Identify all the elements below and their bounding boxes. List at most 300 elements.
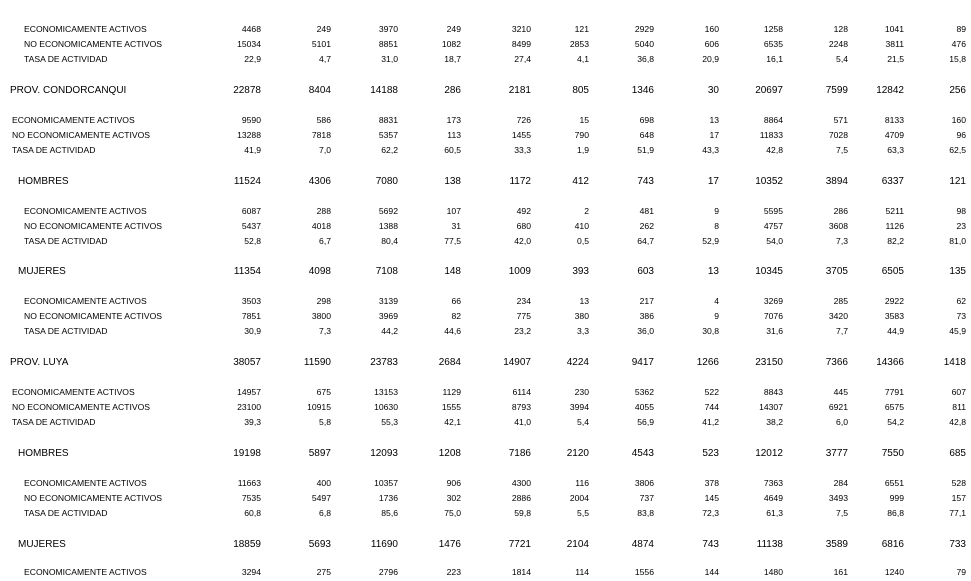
table-cell: 44,2 xyxy=(381,326,398,336)
table-cell: 607 xyxy=(951,387,966,397)
table-cell: 302 xyxy=(446,493,461,503)
table-cell: 230 xyxy=(574,387,589,397)
table-row xyxy=(0,236,971,250)
table-cell: 743 xyxy=(637,176,654,187)
table-cell: 284 xyxy=(833,478,848,488)
table-row xyxy=(0,85,971,99)
table-cell: 42,8 xyxy=(766,145,783,155)
table-cell: 114 xyxy=(575,567,589,577)
table-cell: 3210 xyxy=(511,24,531,34)
table-cell: 9417 xyxy=(631,357,654,368)
table-cell: 10915 xyxy=(307,402,331,412)
table-cell: 10357 xyxy=(374,478,398,488)
table-cell: 0,5 xyxy=(577,236,589,246)
table-cell: 249 xyxy=(446,24,461,34)
table-cell: 737 xyxy=(639,493,654,503)
table-cell: 23783 xyxy=(370,357,398,368)
table-cell: 22,9 xyxy=(244,54,261,64)
table-cell: 603 xyxy=(637,266,654,277)
table-cell: 11354 xyxy=(233,266,261,277)
table-cell: 20,9 xyxy=(702,54,719,64)
table-row xyxy=(0,357,971,371)
row-label: TASA DE ACTIVIDAD xyxy=(24,326,108,336)
table-cell: 148 xyxy=(444,266,461,277)
row-label: HOMBRES xyxy=(18,176,69,187)
row-label: TASA DE ACTIVIDAD xyxy=(24,236,108,246)
table-cell: 1476 xyxy=(438,539,461,550)
table-row xyxy=(0,54,971,68)
table-cell: 217 xyxy=(639,296,654,306)
table-cell: 31 xyxy=(451,221,461,231)
table-cell: 286 xyxy=(833,206,848,216)
table-cell: 56,9 xyxy=(637,417,654,427)
table-cell: 8793 xyxy=(511,402,531,412)
row-label: NO ECONOMICAMENTE ACTIVOS xyxy=(24,311,162,321)
table-cell: 8843 xyxy=(763,387,783,397)
table-cell: 4 xyxy=(714,296,719,306)
table-cell: 3800 xyxy=(311,311,331,321)
table-cell: 3894 xyxy=(825,176,848,187)
table-cell: 571 xyxy=(833,115,848,125)
table-cell: 606 xyxy=(704,39,719,49)
table-cell: 31,6 xyxy=(766,326,783,336)
table-cell: 11833 xyxy=(759,130,783,140)
table-cell: 10352 xyxy=(755,176,783,187)
row-label: ECONOMICAMENTE ACTIVOS xyxy=(24,24,147,34)
table-cell: 173 xyxy=(446,115,461,125)
table-cell: 298 xyxy=(316,296,331,306)
table-row xyxy=(0,417,971,431)
table-cell: 378 xyxy=(704,478,719,488)
table-cell: 5497 xyxy=(311,493,331,503)
table-cell: 12093 xyxy=(370,448,398,459)
table-cell: 1388 xyxy=(378,221,398,231)
table-cell: 775 xyxy=(516,311,531,321)
table-cell: 733 xyxy=(949,539,966,550)
table-cell: 5211 xyxy=(885,206,904,216)
table-cell: 44,6 xyxy=(444,326,461,336)
row-label: NO ECONOMICAMENTE ACTIVOS xyxy=(24,221,162,231)
table-cell: 5,4 xyxy=(577,417,589,427)
table-row xyxy=(0,221,971,235)
table-cell: 14907 xyxy=(503,357,531,368)
table-cell: 15 xyxy=(579,115,589,125)
table-cell: 107 xyxy=(446,206,461,216)
table-cell: 42,1 xyxy=(444,417,461,427)
table-cell: 42,0 xyxy=(514,236,531,246)
table-cell: 113 xyxy=(447,130,461,140)
table-cell: 42,8 xyxy=(949,417,966,427)
table-cell: 19198 xyxy=(233,448,261,459)
table-row xyxy=(0,206,971,220)
table-cell: 161 xyxy=(833,567,848,577)
table-cell: 8499 xyxy=(511,39,531,49)
table-cell: 1556 xyxy=(634,567,654,577)
table-cell: 41,0 xyxy=(514,417,531,427)
row-label: ECONOMICAMENTE ACTIVOS xyxy=(24,296,147,306)
table-cell: 5,4 xyxy=(836,54,848,64)
table-cell: 3503 xyxy=(241,296,261,306)
table-cell: 6575 xyxy=(884,402,904,412)
table-cell: 380 xyxy=(574,311,589,321)
table-cell: 2684 xyxy=(438,357,461,368)
table-cell: 98 xyxy=(956,206,966,216)
table-cell: 7851 xyxy=(241,311,261,321)
table-cell: 89 xyxy=(956,24,966,34)
table-cell: 17 xyxy=(709,130,719,140)
table-cell: 285 xyxy=(833,296,848,306)
row-label: PROV. LUYA xyxy=(10,357,69,368)
row-label: ECONOMICAMENTE ACTIVOS xyxy=(12,115,135,125)
table-cell: 3608 xyxy=(828,221,848,231)
table-cell: 2922 xyxy=(884,296,904,306)
table-cell: 160 xyxy=(704,24,719,34)
table-cell: 256 xyxy=(949,85,966,96)
table-cell: 1736 xyxy=(378,493,398,503)
table-cell: 20697 xyxy=(755,85,783,96)
table-cell: 13288 xyxy=(237,130,261,140)
table-cell: 8404 xyxy=(308,85,331,96)
table-cell: 7080 xyxy=(375,176,398,187)
table-cell: 27,4 xyxy=(514,54,531,64)
table-cell: 2181 xyxy=(508,85,531,96)
row-label: ECONOMICAMENTE ACTIVOS xyxy=(24,478,147,488)
table-cell: 1555 xyxy=(441,402,461,412)
table-cell: 1208 xyxy=(438,448,461,459)
table-cell: 81,0 xyxy=(949,236,966,246)
table-cell: 4224 xyxy=(566,357,589,368)
table-cell: 5,5 xyxy=(577,508,589,518)
table-cell: 249 xyxy=(316,24,331,34)
table-cell: 14957 xyxy=(237,387,261,397)
table-cell: 412 xyxy=(572,176,589,187)
table-cell: 6535 xyxy=(763,39,783,49)
table-cell: 14307 xyxy=(759,402,783,412)
table-cell: 6,8 xyxy=(319,508,331,518)
table-row xyxy=(0,115,971,129)
table-cell: 7818 xyxy=(311,130,331,140)
table-cell: 6505 xyxy=(881,266,904,277)
table-cell: 4757 xyxy=(763,221,783,231)
table-cell: 726 xyxy=(516,115,531,125)
table-row xyxy=(0,39,971,53)
table-cell: 4306 xyxy=(308,176,331,187)
table-cell: 400 xyxy=(316,478,331,488)
table-cell: 10630 xyxy=(374,402,398,412)
table-cell: 6551 xyxy=(884,478,904,488)
table-row xyxy=(0,311,971,325)
table-cell: 3994 xyxy=(569,402,589,412)
row-label: MUJERES xyxy=(18,539,66,550)
table-cell: 7076 xyxy=(763,311,783,321)
table-cell: 62 xyxy=(956,296,966,306)
table-row xyxy=(0,130,971,144)
table-cell: 11138 xyxy=(756,539,783,550)
table-cell: 121 xyxy=(574,24,589,34)
table-cell: 51,9 xyxy=(637,145,654,155)
table-cell: 54,0 xyxy=(766,236,783,246)
table-cell: 1082 xyxy=(441,39,461,49)
table-cell: 743 xyxy=(702,539,719,550)
table-cell: 1009 xyxy=(508,266,531,277)
table-cell: 7,0 xyxy=(319,145,331,155)
table-cell: 3269 xyxy=(763,296,783,306)
row-label: PROV. CONDORCANQUI xyxy=(10,85,127,96)
table-cell: 41,2 xyxy=(702,417,719,427)
table-cell: 5357 xyxy=(378,130,398,140)
table-cell: 1455 xyxy=(511,130,531,140)
table-row xyxy=(0,402,971,416)
table-cell: 7366 xyxy=(825,357,848,368)
table-cell: 410 xyxy=(574,221,589,231)
table-cell: 234 xyxy=(516,296,531,306)
table-cell: 2796 xyxy=(378,567,398,577)
table-cell: 1258 xyxy=(763,24,783,34)
table-cell: 7,5 xyxy=(836,508,848,518)
table-cell: 23150 xyxy=(755,357,783,368)
table-cell: 75,0 xyxy=(444,508,461,518)
table-cell: 7,3 xyxy=(836,236,848,246)
table-cell: 63,3 xyxy=(887,145,904,155)
table-cell: 39,3 xyxy=(244,417,261,427)
row-label: TASA DE ACTIVIDAD xyxy=(24,54,108,64)
table-cell: 7599 xyxy=(825,85,848,96)
table-cell: 64,7 xyxy=(637,236,654,246)
table-cell: 5692 xyxy=(378,206,398,216)
table-cell: 18,7 xyxy=(444,54,461,64)
table-cell: 62,5 xyxy=(949,145,966,155)
table-cell: 7,3 xyxy=(319,326,331,336)
table-cell: 3970 xyxy=(378,24,398,34)
table-row xyxy=(0,326,971,340)
table-cell: 6,0 xyxy=(836,417,848,427)
row-label: TASA DE ACTIVIDAD xyxy=(12,417,96,427)
table-cell: 30 xyxy=(707,85,719,96)
row-label: TASA DE ACTIVIDAD xyxy=(24,508,108,518)
row-label: NO ECONOMICAMENTE ACTIVOS xyxy=(12,402,150,412)
table-cell: 11590 xyxy=(303,357,331,368)
table-cell: 135 xyxy=(949,266,966,277)
table-cell: 6,7 xyxy=(319,236,331,246)
table-cell: 18859 xyxy=(233,539,261,550)
table-cell: 82 xyxy=(451,311,461,321)
table-cell: 680 xyxy=(516,221,531,231)
table-cell: 14366 xyxy=(876,357,904,368)
table-cell: 5897 xyxy=(308,448,331,459)
table-cell: 116 xyxy=(575,478,589,488)
row-label: HOMBRES xyxy=(18,448,69,459)
table-cell: 906 xyxy=(446,478,461,488)
table-cell: 77,1 xyxy=(949,508,966,518)
table-cell: 21,5 xyxy=(887,54,904,64)
table-cell: 2886 xyxy=(511,493,531,503)
table-cell: 55,3 xyxy=(381,417,398,427)
table-cell: 3777 xyxy=(825,448,848,459)
table-cell: 9 xyxy=(714,206,719,216)
table-cell: 3811 xyxy=(885,39,904,49)
row-label: NO ECONOMICAMENTE ACTIVOS xyxy=(24,39,162,49)
table-cell: 5595 xyxy=(763,206,783,216)
table-cell: 1480 xyxy=(763,567,783,577)
table-cell: 59,8 xyxy=(514,508,531,518)
table-row xyxy=(0,296,971,310)
table-cell: 4018 xyxy=(311,221,331,231)
table-cell: 648 xyxy=(639,130,654,140)
table-cell: 30,9 xyxy=(244,326,261,336)
table-cell: 38057 xyxy=(233,357,261,368)
table-cell: 4543 xyxy=(631,448,654,459)
table-cell: 22878 xyxy=(233,85,261,96)
table-cell: 8133 xyxy=(884,115,904,125)
table-row xyxy=(0,266,971,280)
table-cell: 4,7 xyxy=(319,54,331,64)
table-cell: 7550 xyxy=(881,448,904,459)
table-cell: 492 xyxy=(516,206,531,216)
table-cell: 60,8 xyxy=(244,508,261,518)
table-cell: 38,2 xyxy=(766,417,783,427)
table-cell: 5,8 xyxy=(319,417,331,427)
table-cell: 83,8 xyxy=(637,508,654,518)
table-cell: 15034 xyxy=(237,39,261,49)
table-cell: 44,9 xyxy=(887,326,904,336)
table-cell: 805 xyxy=(572,85,589,96)
table-cell: 7535 xyxy=(241,493,261,503)
table-cell: 128 xyxy=(833,24,848,34)
table-cell: 2104 xyxy=(566,539,589,550)
table-cell: 23100 xyxy=(237,402,261,412)
table-cell: 45,9 xyxy=(949,326,966,336)
table-cell: 12842 xyxy=(876,85,904,96)
table-cell: 7108 xyxy=(375,266,398,277)
table-cell: 3583 xyxy=(884,311,904,321)
table-cell: 586 xyxy=(316,115,331,125)
table-cell: 790 xyxy=(574,130,589,140)
table-cell: 23 xyxy=(956,221,966,231)
table-row xyxy=(0,24,971,38)
table-cell: 157 xyxy=(951,493,966,503)
table-cell: 31,0 xyxy=(381,54,398,64)
table-cell: 4709 xyxy=(884,130,904,140)
table-cell: 4649 xyxy=(763,493,783,503)
table-cell: 11663 xyxy=(237,478,261,488)
table-cell: 7721 xyxy=(508,539,531,550)
table-cell: 1346 xyxy=(631,85,654,96)
table-cell: 36,8 xyxy=(637,54,654,64)
table-cell: 2853 xyxy=(569,39,589,49)
table-cell: 6921 xyxy=(828,402,848,412)
table-cell: 1814 xyxy=(511,567,531,577)
table-cell: 6816 xyxy=(881,539,904,550)
table-cell: 1129 xyxy=(442,387,461,397)
table-cell: 160 xyxy=(951,115,966,125)
table-cell: 66 xyxy=(451,296,461,306)
table-row xyxy=(0,508,971,522)
table-cell: 5437 xyxy=(241,221,261,231)
table-cell: 6337 xyxy=(881,176,904,187)
table-cell: 2 xyxy=(584,206,589,216)
row-label: NO ECONOMICAMENTE ACTIVOS xyxy=(24,493,162,503)
row-label: TASA DE ACTIVIDAD xyxy=(12,145,96,155)
table-cell: 1418 xyxy=(943,357,966,368)
table-cell: 7,7 xyxy=(836,326,848,336)
table-cell: 1172 xyxy=(509,176,531,187)
table-cell: 286 xyxy=(444,85,461,96)
table-cell: 30,8 xyxy=(702,326,719,336)
table-cell: 62,2 xyxy=(381,145,398,155)
table-cell: 36,0 xyxy=(637,326,654,336)
row-label: ECONOMICAMENTE ACTIVOS xyxy=(24,206,147,216)
table-cell: 60,5 xyxy=(444,145,461,155)
table-cell: 80,4 xyxy=(381,236,398,246)
table-row xyxy=(0,176,971,190)
table-cell: 23,2 xyxy=(514,326,531,336)
table-cell: 3493 xyxy=(828,493,848,503)
table-cell: 288 xyxy=(316,206,331,216)
table-cell: 77,5 xyxy=(444,236,461,246)
table-cell: 386 xyxy=(639,311,654,321)
table-cell: 4468 xyxy=(241,24,261,34)
table-cell: 262 xyxy=(639,221,654,231)
table-cell: 13 xyxy=(579,296,589,306)
table-cell: 7,5 xyxy=(836,145,848,155)
row-label: ECONOMICAMENTE ACTIVOS xyxy=(12,387,135,397)
row-label: NO ECONOMICAMENTE ACTIVOS xyxy=(12,130,150,140)
table-cell: 73 xyxy=(956,311,966,321)
table-cell: 445 xyxy=(833,387,848,397)
table-cell: 275 xyxy=(316,567,331,577)
table-cell: 138 xyxy=(444,176,461,187)
table-cell: 2120 xyxy=(566,448,589,459)
table-cell: 528 xyxy=(951,478,966,488)
table-cell: 16,1 xyxy=(766,54,783,64)
table-cell: 1266 xyxy=(696,357,719,368)
table-cell: 7186 xyxy=(508,448,531,459)
table-cell: 476 xyxy=(951,39,966,49)
table-cell: 33,3 xyxy=(514,145,531,155)
table-row xyxy=(0,478,971,492)
table-cell: 41,9 xyxy=(244,145,261,155)
table-cell: 79 xyxy=(956,567,966,577)
table-row xyxy=(0,539,971,553)
table-cell: 811 xyxy=(952,402,966,412)
table-cell: 3420 xyxy=(828,311,848,321)
table-cell: 5040 xyxy=(634,39,654,49)
table-cell: 999 xyxy=(889,493,904,503)
table-cell: 9590 xyxy=(241,115,261,125)
table-cell: 12012 xyxy=(755,448,783,459)
table-cell: 2248 xyxy=(828,39,848,49)
table-cell: 523 xyxy=(702,448,719,459)
table-row xyxy=(0,387,971,401)
table-cell: 6087 xyxy=(241,206,261,216)
table-cell: 698 xyxy=(639,115,654,125)
table-cell: 52,8 xyxy=(244,236,261,246)
table-cell: 4874 xyxy=(631,539,654,550)
table-cell: 144 xyxy=(704,567,719,577)
table-cell: 6114 xyxy=(512,387,531,397)
table-cell: 481 xyxy=(639,206,654,216)
table-cell: 7028 xyxy=(828,130,848,140)
table-cell: 145 xyxy=(704,493,719,503)
table-cell: 10345 xyxy=(755,266,783,277)
table-cell: 8 xyxy=(714,221,719,231)
table-cell: 96 xyxy=(956,130,966,140)
table-cell: 11524 xyxy=(233,176,261,187)
table-cell: 61,3 xyxy=(766,508,783,518)
table-cell: 393 xyxy=(572,266,589,277)
table-cell: 1041 xyxy=(884,24,904,34)
table-cell: 43,3 xyxy=(702,145,719,155)
